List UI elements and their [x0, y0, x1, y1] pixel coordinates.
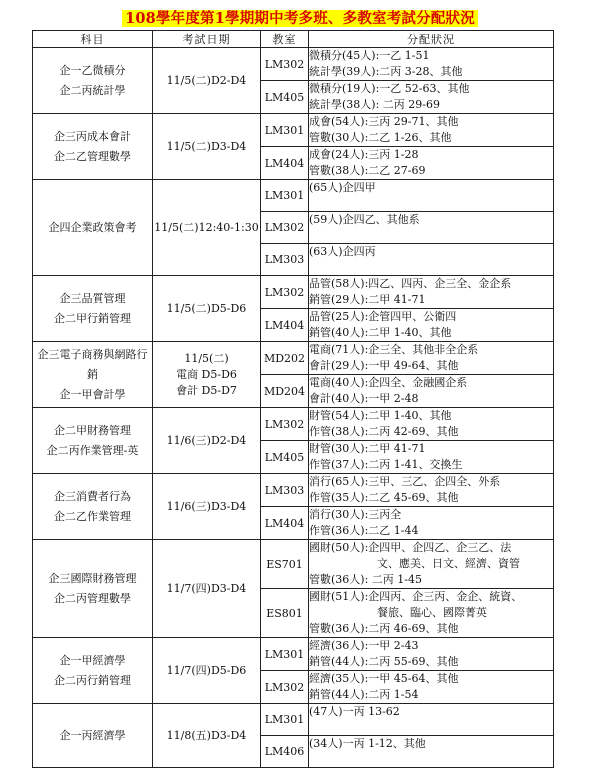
table-body: [33, 48, 554, 768]
subject-name: 企二丙行銷管理: [54, 673, 131, 687]
title-text: 108學年度第1學期期中考多班、多教室考試分配狀況: [122, 10, 478, 27]
subject-name: 企三電子商務與網路行銷: [37, 347, 148, 381]
room-cell: LM302: [261, 276, 309, 309]
subject-name: 企二丙管理數學: [54, 591, 131, 605]
allocation-cell: [309, 276, 554, 309]
subject-name: 企三品質管理: [59, 291, 126, 305]
allocation-line: 成會(54人):三丙 29-71、其他: [309, 115, 459, 128]
subject-name: 企二甲財務管理: [54, 423, 131, 437]
allocation-line: 電商(71人):企三全、其他非全企系: [309, 343, 479, 356]
allocation-line: 作管(36人):二乙 1-44: [309, 524, 419, 537]
exam-date: 會計 D5-D7: [176, 383, 237, 397]
allocation-line: 電商(40人):企四全、金融國企系: [309, 376, 468, 389]
table-row: [33, 474, 554, 507]
page-title: [0, 7, 600, 28]
allocation-cell: [309, 638, 554, 671]
subject-name: 企二乙作業管理: [54, 509, 131, 523]
allocation-cell: [309, 114, 554, 147]
allocation-cell: [309, 540, 554, 589]
room-cell: LM303: [261, 244, 309, 276]
exam-date: 11/6(三)D3-D4: [166, 499, 247, 513]
allocation-line: 國財(51人):企四丙、企三丙、金企、統資、: [309, 590, 523, 603]
room-cell: LM404: [261, 507, 309, 540]
exam-date: 11/5(二)D5-D6: [166, 301, 247, 315]
allocation-line: 財管(54人):二甲 1-40、其他: [309, 409, 452, 422]
allocation-line: 餐旅、臨心、國際菁英: [377, 606, 487, 619]
room-cell: LM302: [261, 671, 309, 704]
table-row: [33, 540, 554, 589]
header-row: [33, 31, 554, 48]
date-cell: [153, 704, 261, 768]
header-subject: 科目: [33, 31, 153, 48]
room-cell: LM302: [261, 212, 309, 244]
subject-name: 企三消費者行為: [54, 489, 131, 503]
allocation-cell: [309, 212, 554, 244]
allocation-line: 銷管(44人):二丙 55-69、其他: [309, 655, 459, 668]
subject-name: 企一乙微積分: [59, 63, 126, 77]
allocation-line: 會計(40人):一甲 2-48: [309, 392, 419, 405]
allocation-line: (63人)企四丙: [309, 245, 376, 258]
room-cell: LM302: [261, 408, 309, 441]
allocation-cell: [309, 244, 554, 276]
allocation-line: (65人)企四甲: [309, 181, 376, 194]
allocation-cell: [309, 441, 554, 474]
subject-name: 企一丙經濟學: [59, 728, 126, 742]
exam-date: 11/5(二)D3-D4: [166, 139, 247, 153]
date-cell: [153, 180, 261, 276]
date-cell: [153, 408, 261, 474]
subject-cell: [33, 114, 153, 180]
header-room: 教室: [261, 31, 309, 48]
allocation-line: 管數(36人): 二丙 1-45: [309, 573, 422, 586]
header-allocation: 分配狀況: [309, 31, 554, 48]
allocation-cell: [309, 589, 554, 638]
allocation-line: 管數(36人):二丙 46-69、其他: [309, 622, 459, 635]
allocation-line: 經濟(35人):一甲 45-64、其他: [309, 672, 459, 685]
subject-cell: [33, 474, 153, 540]
allocation-line: 消行(30人):三丙全: [309, 508, 402, 521]
allocation-line: 作管(37人):二丙 1-41、交換生: [309, 458, 463, 471]
subject-name: 企二丙作業管理-英: [46, 443, 139, 457]
exam-date: 11/5(二): [184, 351, 229, 365]
subject-cell: [33, 704, 153, 768]
exam-date: 11/8(五)D3-D4: [166, 728, 247, 742]
allocation-line: 微積分(45人):一乙 1-51: [309, 49, 430, 62]
exam-date: 11/5(二)D2-D4: [166, 73, 247, 87]
room-cell: LM406: [261, 736, 309, 768]
header-date: 考試日期: [153, 31, 261, 48]
allocation-cell: [309, 48, 554, 81]
allocation-cell: [309, 474, 554, 507]
room-cell: MD204: [261, 375, 309, 408]
allocation-line: 成會(24人):三丙 1-28: [309, 148, 419, 161]
subject-name: 企三國際財務管理: [48, 571, 137, 585]
subject-name: 企二丙統計學: [59, 83, 126, 97]
room-cell: LM301: [261, 638, 309, 671]
subject-name: 企四企業政策會考: [48, 220, 137, 234]
exam-date: 11/7(四)D3-D4: [166, 581, 247, 595]
room-cell: MD202: [261, 342, 309, 375]
room-cell: LM303: [261, 474, 309, 507]
allocation-line: (34人)一丙 1-12、其他: [309, 737, 426, 750]
allocation-cell: [309, 671, 554, 704]
allocation-line: 經濟(36人):一甲 2-43: [309, 639, 419, 652]
exam-date: 11/5(二)12:40-1:30: [154, 220, 259, 234]
allocation-line: 國財(50人):企四甲、企四乙、企三乙、法: [309, 541, 512, 554]
allocation-cell: [309, 342, 554, 375]
subject-name: 企一甲會計學: [59, 387, 126, 401]
allocation-line: 會計(29人):一甲 49-64、其他: [309, 359, 459, 372]
room-cell: LM302: [261, 48, 309, 81]
table-row: [33, 342, 554, 375]
allocation-line: (47人)一丙 13-62: [309, 705, 400, 718]
date-cell: [153, 48, 261, 114]
date-cell: [153, 276, 261, 342]
allocation-line: 消行(65人):三甲、三乙、企四全、外系: [309, 475, 501, 488]
table-row: [33, 180, 554, 212]
room-cell: ES801: [261, 589, 309, 638]
allocation-line: 作管(35人):二乙 45-69、其他: [309, 491, 459, 504]
room-cell: LM301: [261, 180, 309, 212]
date-cell: [153, 474, 261, 540]
table-row: [33, 276, 554, 309]
table-row: [33, 48, 554, 81]
date-cell: [153, 114, 261, 180]
table-row: [33, 638, 554, 671]
room-cell: LM404: [261, 147, 309, 180]
subject-cell: [33, 408, 153, 474]
allocation-cell: [309, 81, 554, 114]
allocation-line: 銷管(40人):二甲 1-40、其他: [309, 326, 452, 339]
room-cell: LM405: [261, 441, 309, 474]
date-cell: [153, 342, 261, 408]
table-row: [33, 704, 554, 736]
allocation-line: 管數(30人):二乙 1-26、其他: [309, 131, 452, 144]
allocation-cell: [309, 736, 554, 768]
allocation-cell: [309, 180, 554, 212]
allocation-line: 統計學(39人):二丙 3-28、其他: [309, 65, 463, 78]
allocation-cell: [309, 507, 554, 540]
allocation-line: 財管(30人):二甲 41-71: [309, 442, 426, 455]
subject-name: 企三丙成本會計: [54, 129, 131, 143]
date-cell: [153, 540, 261, 638]
allocation-line: 銷管(29人):二甲 41-71: [309, 293, 426, 306]
subject-cell: [33, 180, 153, 276]
date-cell: [153, 638, 261, 704]
room-cell: LM404: [261, 309, 309, 342]
exam-allocation-table: [32, 30, 554, 768]
room-cell: ES701: [261, 540, 309, 589]
allocation-line: 銷管(44人):二丙 1-54: [309, 688, 419, 701]
room-cell: LM301: [261, 114, 309, 147]
allocation-line: 微積分(19人):一乙 52-63、其他: [309, 82, 470, 95]
subject-cell: [33, 276, 153, 342]
subject-cell: [33, 48, 153, 114]
subject-cell: [33, 540, 153, 638]
allocation-line: (59人)企四乙、其他系: [309, 213, 420, 226]
exam-date: 電商 D5-D6: [176, 367, 237, 381]
subject-name: 企二乙管理數學: [54, 149, 131, 163]
subject-name: 企一甲經濟學: [59, 653, 126, 667]
exam-date: 11/6(三)D2-D4: [166, 433, 247, 447]
allocation-cell: [309, 704, 554, 736]
room-cell: LM301: [261, 704, 309, 736]
allocation-line: 品管(25人):企管四甲、公衛四: [309, 310, 457, 323]
allocation-cell: [309, 408, 554, 441]
allocation-cell: [309, 375, 554, 408]
allocation-line: 文、應美、日文、經濟、資管: [377, 557, 520, 570]
allocation-cell: [309, 147, 554, 180]
table-row: [33, 408, 554, 441]
subject-name: 企二甲行銷管理: [54, 311, 131, 325]
allocation-line: 管數(38人):二乙 27-69: [309, 164, 426, 177]
allocation-line: 品管(58人):四乙、四丙、企三全、金企系: [309, 277, 512, 290]
allocation-cell: [309, 309, 554, 342]
exam-date: 11/7(四)D5-D6: [166, 663, 247, 677]
room-cell: LM405: [261, 81, 309, 114]
allocation-line: 作管(38人):二丙 42-69、其他: [309, 425, 459, 438]
table-row: [33, 114, 554, 147]
subject-cell: [33, 342, 153, 408]
subject-cell: [33, 638, 153, 704]
allocation-line: 統計學(38人): 二丙 29-69: [309, 98, 440, 111]
